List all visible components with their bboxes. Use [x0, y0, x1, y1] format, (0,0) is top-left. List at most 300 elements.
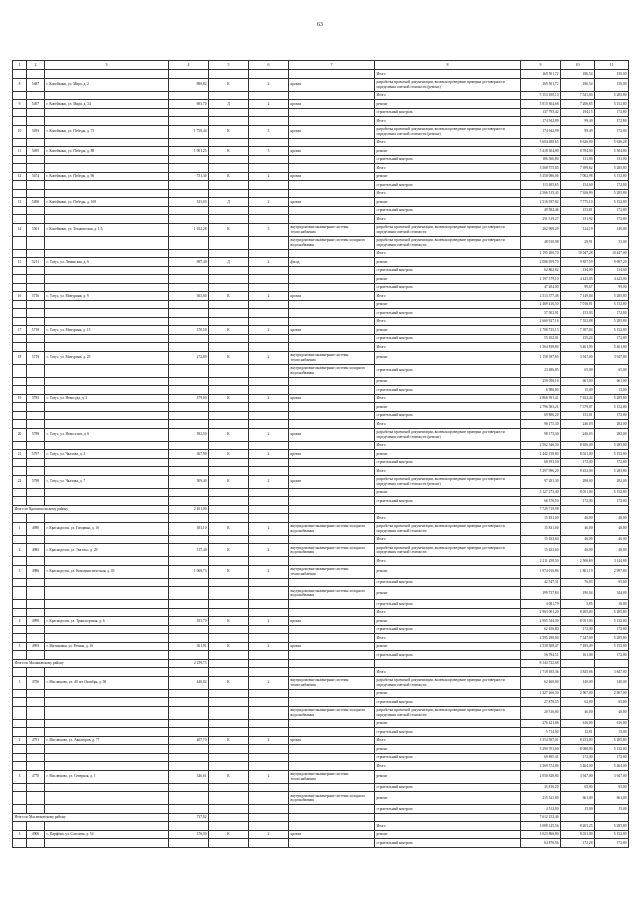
- table-row: [13, 386, 629, 395]
- house-area: 367,90: [169, 450, 209, 459]
- house-class: [209, 578, 249, 587]
- house-area: [169, 309, 209, 318]
- house-code: 5719: [27, 351, 45, 364]
- unit-cost: 7 149,04: [561, 292, 595, 301]
- house-floors: [249, 467, 289, 476]
- house-class: К: [209, 522, 249, 535]
- work-cost: 2 905 544,30: [521, 617, 561, 626]
- repair-system: [289, 91, 375, 100]
- house-floors: [249, 625, 289, 634]
- house-area: 392,50: [169, 428, 209, 441]
- house-class: К: [209, 736, 249, 745]
- unit-cost: 8 626,00: [561, 138, 595, 147]
- house-address: [45, 822, 169, 831]
- table-row: [13, 719, 629, 728]
- table-row: [13, 783, 629, 792]
- house-floors: 2: [249, 617, 289, 626]
- house-address: г. Маслюково, ул. Авиаторов, д. 77: [45, 736, 169, 745]
- row-number: 4: [13, 617, 27, 626]
- house-floors: [249, 300, 289, 309]
- table-row: [13, 377, 629, 386]
- unit-cost: 190,04: [561, 587, 595, 600]
- repair-system: внутридомовые инженерные системы теплоснабжения: [289, 770, 375, 783]
- house-class: [209, 839, 249, 848]
- house-address: [45, 608, 169, 617]
- table-row: [13, 822, 629, 831]
- house-floors: [249, 792, 289, 805]
- house-floors: [249, 783, 289, 792]
- repair-system: внутридомовые инженерные системы холодного водоснабжения: [289, 587, 375, 600]
- repair-system: [289, 745, 375, 754]
- row-number: [13, 728, 27, 737]
- house-class: [209, 334, 249, 343]
- house-address: [45, 411, 169, 420]
- work-type: строительный контроль: [375, 578, 521, 587]
- row-number: 13: [13, 198, 27, 207]
- house-address: [45, 138, 169, 147]
- limit-cost: 5 285,80: [595, 441, 629, 450]
- house-area: [169, 745, 209, 754]
- work-type: ремонт: [375, 719, 521, 728]
- limit-cost: 15,00: [595, 805, 629, 814]
- house-class: К: [209, 147, 249, 156]
- house-class: [209, 441, 249, 450]
- house-floors: 5: [249, 125, 289, 138]
- house-class: [209, 206, 249, 215]
- district-total-area: 2 259,73: [169, 659, 209, 668]
- work-cost: 199 737,84: [521, 587, 561, 600]
- table-row: [13, 668, 629, 677]
- house-code: [27, 728, 45, 737]
- work-type: строительный контроль: [375, 497, 521, 506]
- house-area: [169, 189, 209, 198]
- house-class: [209, 600, 249, 609]
- row-number: [13, 411, 27, 420]
- limit-cost: 172,80: [595, 651, 629, 660]
- limit-cost: 2 967,00: [595, 689, 629, 698]
- house-code: [27, 420, 45, 429]
- house-address: [45, 783, 169, 792]
- work-type: строительный контроль: [375, 651, 521, 660]
- work-cost: 57 502,91: [521, 309, 561, 318]
- limit-cost: 172,80: [595, 458, 629, 467]
- work-type: Итого: [375, 70, 521, 79]
- house-code: 4983: [27, 544, 45, 557]
- work-type: ремонт: [375, 275, 521, 284]
- house-code: 4791: [27, 736, 45, 745]
- house-class: [209, 792, 249, 805]
- limit-cost: 150,00: [595, 70, 629, 79]
- work-type: ремонт: [375, 745, 521, 754]
- row-number: 2: [13, 736, 27, 745]
- limit-cost: 172,80: [595, 108, 629, 117]
- repair-system: [289, 206, 375, 215]
- work-cost: 98 175,30: [521, 428, 561, 441]
- row-number: [13, 745, 27, 754]
- house-class: [209, 138, 249, 147]
- row-number: [13, 822, 27, 831]
- work-cost: 4 081,79: [521, 600, 561, 609]
- work-cost: 2 513 577,48: [521, 292, 561, 301]
- house-floors: [249, 706, 289, 719]
- house-address: с. Татус, ул. Мичурина, д. 9: [45, 292, 169, 301]
- limit-cost: 65,00: [595, 698, 629, 707]
- row-number: [13, 634, 27, 643]
- limit-cost: 65,00: [595, 578, 629, 587]
- house-address: [45, 792, 169, 805]
- house-class: [209, 488, 249, 497]
- work-cost: 2 211 258,50: [521, 557, 561, 566]
- repair-system: [289, 343, 375, 352]
- unit-cost: 9 857,59: [561, 258, 595, 267]
- row-number: [13, 762, 27, 771]
- house-code: [27, 411, 45, 420]
- row-number: [13, 377, 27, 386]
- unit-cost: 46,00: [561, 706, 595, 719]
- house-area: [169, 300, 209, 309]
- work-cost: 2 796 583,21: [521, 403, 561, 412]
- table-row: [13, 309, 629, 318]
- unit-cost: 46,00: [561, 514, 595, 523]
- row-number: 8: [13, 78, 27, 91]
- house-code: [27, 514, 45, 523]
- unit-cost: 8 253,00: [561, 736, 595, 745]
- house-address: [45, 634, 169, 643]
- house-floors: [249, 377, 289, 386]
- house-address: [45, 753, 169, 762]
- column-number-cell: 5: [209, 61, 249, 70]
- work-cost: 56 784,51: [521, 651, 561, 660]
- district-total-area: 2 401,00: [169, 505, 209, 514]
- house-code: 5789: [27, 428, 45, 441]
- work-type: ремонт: [375, 351, 521, 364]
- work-cost: 202 908,29: [521, 223, 561, 236]
- house-code: [27, 334, 45, 343]
- house-floors: [249, 117, 289, 126]
- house-address: с. Татус, ул. Чкалова, д. 2: [45, 450, 169, 459]
- district-total-cost: 8 144 722,68: [521, 659, 561, 668]
- unit-cost: 7 185,49: [561, 642, 595, 651]
- house-address: [45, 317, 169, 326]
- limit-cost: 9 697,20: [595, 258, 629, 267]
- table-row: [13, 544, 629, 557]
- house-code: 5495: [27, 147, 45, 156]
- work-cost: 62 862,82: [521, 266, 561, 275]
- unit-cost: 8 021,00: [561, 450, 595, 459]
- work-type: строительный контроль: [375, 728, 521, 737]
- house-address: г. Краснодолск, ул. Гагарина, д. 16: [45, 522, 169, 535]
- house-area: 1 652,28: [169, 223, 209, 236]
- table-row: [13, 651, 629, 660]
- row-number: 18: [13, 351, 27, 364]
- row-number: [13, 608, 27, 617]
- house-area: [169, 181, 209, 190]
- work-cost: 5 015 304,68: [521, 100, 561, 109]
- house-class: К: [209, 450, 249, 459]
- house-area: [169, 441, 209, 450]
- repair-system: [289, 634, 375, 643]
- row-number: [13, 488, 27, 497]
- house-floors: [249, 728, 289, 737]
- unit-cost: 140,00: [561, 676, 595, 689]
- unit-cost: 153,01: [561, 411, 595, 420]
- house-address: [45, 600, 169, 609]
- house-code: [27, 600, 45, 609]
- house-floors: [249, 753, 289, 762]
- house-area: 370,50: [169, 326, 209, 335]
- house-area: [169, 497, 209, 506]
- house-floors: 2: [249, 770, 289, 783]
- work-type: ремонт: [375, 587, 521, 600]
- limit-cost: 140,00: [595, 223, 629, 236]
- repair-system: [289, 535, 375, 544]
- house-address: [45, 625, 169, 634]
- table-row: [13, 728, 629, 737]
- house-code: [27, 805, 45, 814]
- table-row: [13, 557, 629, 566]
- repair-system: [289, 514, 375, 523]
- house-address: [45, 535, 169, 544]
- table-row: [13, 617, 629, 626]
- work-type: ремонт: [375, 617, 521, 626]
- table-row: [13, 138, 629, 147]
- house-class: К: [209, 642, 249, 651]
- house-area: 353,70: [169, 617, 209, 626]
- table-row: [13, 587, 629, 600]
- repair-system: [289, 822, 375, 831]
- house-address: [45, 497, 169, 506]
- work-type: строительный контроль: [375, 411, 521, 420]
- unit-cost: 5 461,00: [561, 343, 595, 352]
- table-row: [13, 578, 629, 587]
- work-cost: 69 806,20: [521, 411, 561, 420]
- house-code: [27, 822, 45, 831]
- repair-system: [289, 309, 375, 318]
- house-class: К: [209, 565, 249, 578]
- work-type: Итого: [375, 822, 521, 831]
- row-number: [13, 689, 27, 698]
- house-area: [169, 698, 209, 707]
- district-total-row: [13, 813, 629, 822]
- limit-cost: 616,00: [595, 719, 629, 728]
- house-code: [27, 587, 45, 600]
- house-floors: [249, 386, 289, 395]
- row-number: [13, 117, 27, 126]
- unit-cost: 15,00: [561, 386, 595, 395]
- house-code: [27, 497, 45, 506]
- work-type: ремонт: [375, 258, 521, 267]
- limit-cost: 3 947,00: [595, 770, 629, 783]
- table-row: [13, 634, 629, 643]
- row-number: [13, 317, 27, 326]
- work-type: строительный контроль: [375, 753, 521, 762]
- limit-cost: 172,80: [595, 753, 629, 762]
- repair-system: [289, 467, 375, 476]
- house-floors: [249, 206, 289, 215]
- work-type: строительный контроль: [375, 458, 521, 467]
- table-row: [13, 266, 629, 275]
- unit-cost: 29,91: [561, 236, 595, 249]
- house-floors: [249, 634, 289, 643]
- work-type: ремонт: [375, 147, 521, 156]
- house-area: [169, 91, 209, 100]
- work-type: Итого: [375, 138, 521, 147]
- row-number: [13, 719, 27, 728]
- house-class: [209, 557, 249, 566]
- house-address: [45, 728, 169, 737]
- work-cost: 276 421,86: [521, 719, 561, 728]
- repair-system: [289, 403, 375, 412]
- house-address: г. Краснодолск, ул. Энгельс, д. 29: [45, 544, 169, 557]
- repair-system: фасад: [289, 258, 375, 267]
- house-code: [27, 762, 45, 771]
- house-floors: [249, 138, 289, 147]
- table-row: [13, 147, 629, 156]
- house-area: [169, 155, 209, 164]
- limit-cost: 5 285,80: [595, 164, 629, 173]
- house-code: [27, 155, 45, 164]
- work-type: Итого: [375, 117, 521, 126]
- work-cost: 69 895,41: [521, 753, 561, 762]
- house-code: [27, 215, 45, 224]
- house-area: [169, 206, 209, 215]
- work-type: ремонт: [375, 642, 521, 651]
- repair-system: кровля: [289, 125, 375, 138]
- column-number-cell: 10: [561, 61, 595, 70]
- house-address: [45, 839, 169, 848]
- empty-cell: [209, 813, 249, 822]
- limit-cost: 282,00: [595, 420, 629, 429]
- house-address: с. Татус, ул. Новоселов, д. 6: [45, 428, 169, 441]
- work-cost: 35 816,20: [521, 783, 561, 792]
- empty-cell: [595, 813, 629, 822]
- house-code: [27, 403, 45, 412]
- house-floors: [249, 249, 289, 258]
- work-type: строительный контроль: [375, 266, 521, 275]
- house-address: [45, 706, 169, 719]
- row-number: 14: [13, 223, 27, 236]
- house-class: [209, 317, 249, 326]
- row-number: [13, 805, 27, 814]
- row-number: 12: [13, 172, 27, 181]
- row-number: [13, 386, 27, 395]
- work-cost: 23 486,85: [521, 364, 561, 377]
- house-code: 5493: [27, 125, 45, 138]
- work-cost: 2 963 001,20: [521, 608, 561, 617]
- house-code: [27, 343, 45, 352]
- house-class: [209, 634, 249, 643]
- work-cost: 174 942,99: [521, 125, 561, 138]
- limit-cost: 344,00: [595, 587, 629, 600]
- house-floors: [249, 189, 289, 198]
- house-address: [45, 300, 169, 309]
- work-cost: 5 297 996,20: [521, 467, 561, 476]
- house-code: [27, 249, 45, 258]
- row-number: [13, 625, 27, 634]
- table-row: [13, 608, 629, 617]
- table-row: [13, 805, 629, 814]
- house-class: [209, 420, 249, 429]
- house-address: [45, 698, 169, 707]
- repair-system: внутридомовые инженерные системы холодного водоснабжения: [289, 364, 375, 377]
- column-number-cell: 2: [27, 61, 45, 70]
- house-floors: 5: [249, 147, 289, 156]
- house-code: 5497: [27, 100, 45, 109]
- empty-cell: [289, 505, 375, 514]
- house-class: [209, 411, 249, 420]
- repair-system: [289, 386, 375, 395]
- empty-cell: [209, 505, 249, 514]
- work-cost: 55 102,01: [521, 334, 561, 343]
- column-number-cell: 6: [249, 61, 289, 70]
- repair-system: внутридомовые инженерные системы холодного водоснабжения: [289, 706, 375, 719]
- table-row: [13, 91, 629, 100]
- row-number: [13, 189, 27, 198]
- work-cost: 2 595 290,00: [521, 634, 561, 643]
- house-address: [45, 587, 169, 600]
- work-type: Итого: [375, 317, 521, 326]
- row-number: 1: [13, 522, 27, 535]
- house-address: г. Копейкино, ул. Мира, д. 2: [45, 78, 169, 91]
- repair-system: [289, 411, 375, 420]
- repair-system: внутридомовые инженерные системы теплоснабжения: [289, 351, 375, 364]
- table-row: [13, 155, 629, 164]
- house-address: г. Копейкино, ул. Победы, д. 73: [45, 125, 169, 138]
- house-address: г. Краснодолск, ул. Коммунистическая, д. 49: [45, 565, 169, 578]
- house-area: [169, 317, 209, 326]
- table-row: [13, 351, 629, 364]
- house-class: [209, 377, 249, 386]
- table-row: [13, 317, 629, 326]
- row-number: [13, 497, 27, 506]
- empty-cell: [595, 505, 629, 514]
- table-row: [13, 223, 629, 236]
- work-type: Итого: [375, 762, 521, 771]
- repair-system: внутридомовые инженерные системы холодного водоснабжения: [289, 792, 375, 805]
- work-type: Итого: [375, 91, 521, 100]
- work-cost: 6 986,00: [521, 386, 561, 395]
- unit-cost: 7 632,44: [561, 394, 595, 403]
- table-row: [13, 181, 629, 190]
- house-address: [45, 206, 169, 215]
- work-type: строительный контроль: [375, 155, 521, 164]
- table-row: [13, 236, 629, 249]
- limit-cost: 5 152,80: [595, 830, 629, 839]
- row-number: [13, 343, 27, 352]
- house-class: К: [209, 544, 249, 557]
- unit-cost: 8 203,25: [561, 822, 595, 831]
- house-code: [27, 745, 45, 754]
- table-row: [13, 283, 629, 292]
- house-address: с. Татус, ул. Новосуда, д. 2: [45, 394, 169, 403]
- house-area: [169, 236, 209, 249]
- house-area: [169, 108, 209, 117]
- work-cost: 2 369 574,86: [521, 762, 561, 771]
- row-number: [13, 403, 27, 412]
- house-floors: [249, 364, 289, 377]
- limit-cost: 10 447,00: [595, 249, 629, 258]
- row-number: [13, 215, 27, 224]
- limit-cost: 5 285,80: [595, 292, 629, 301]
- empty-cell: [375, 505, 521, 514]
- house-area: [169, 762, 209, 771]
- unit-cost: 8 452,00: [561, 467, 595, 476]
- house-floors: [249, 403, 289, 412]
- house-code: [27, 441, 45, 450]
- work-cost: 42 547,31: [521, 578, 561, 587]
- house-class: [209, 762, 249, 771]
- house-address: [45, 70, 169, 79]
